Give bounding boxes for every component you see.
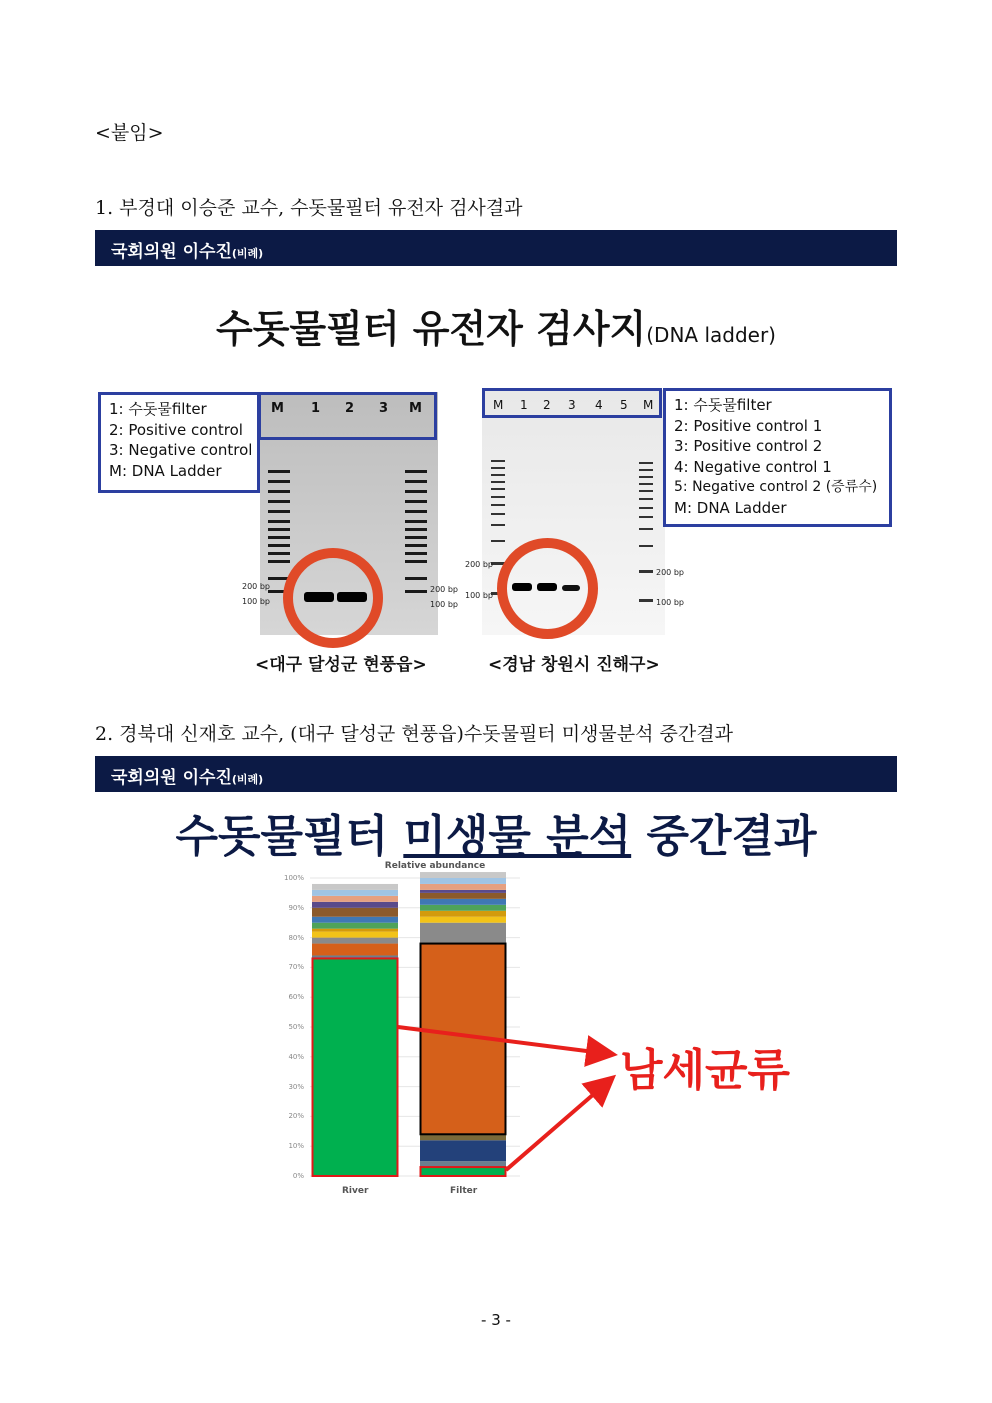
bar-segment (312, 944, 398, 956)
lane-label: 2 (345, 401, 355, 416)
lane-label: 4 (595, 398, 603, 412)
caption-right: <경남 창원시 진해구> (488, 655, 660, 675)
legend-item: 3: Negative control (109, 441, 253, 459)
lane-label: 2 (543, 398, 551, 412)
bar-segment (312, 896, 398, 902)
y-tick-label: 70% (288, 963, 304, 972)
bar-segment (312, 958, 398, 1176)
marker-200-label: 200 bp (430, 585, 458, 594)
bar-segment (420, 917, 506, 923)
x-tick-label: Filter (450, 1186, 478, 1196)
bar-segment (312, 938, 398, 944)
abundance-chart (270, 858, 810, 1203)
marker-200-label: 200 bp (656, 568, 684, 577)
section1-heading: 1. 부경대 이승준 교수, 수돗물필터 유전자 검사결과 (95, 197, 523, 219)
bar-segment (312, 929, 398, 932)
bar-segment (420, 893, 506, 899)
legend-item: M: DNA Ladder (109, 461, 222, 480)
bar-segment (420, 923, 506, 944)
title-part: 수돗물필터 (175, 811, 404, 862)
bar-segment (312, 902, 398, 908)
bar-segment (420, 899, 506, 905)
lane-label: 1 (520, 398, 528, 412)
legend-item: 4: Negative control 1 (674, 457, 832, 476)
title-main: 수돗물필터 유전자 검사지 (216, 307, 647, 351)
lane-label: M (643, 398, 654, 412)
title-part: 중간결과 (631, 811, 817, 862)
bar-segment (312, 932, 398, 938)
x-tick-label: River (342, 1186, 369, 1196)
attachment-label: <붙임> (95, 122, 164, 144)
caption-left: <대구 달성군 현풍읍> (255, 655, 427, 675)
legend-item: 1: 수돗물filter (674, 396, 772, 414)
section2-banner (95, 756, 897, 792)
arrow (506, 1080, 610, 1170)
y-tick-label: 20% (288, 1112, 304, 1121)
bar-segment (312, 890, 398, 896)
title-part-underlined: 미생물 분석 (403, 811, 632, 862)
marker-100-label: 100 bp (242, 597, 270, 606)
lane-label: 3 (379, 401, 389, 416)
bar-segment (420, 911, 506, 917)
y-tick-label: 10% (288, 1142, 304, 1151)
lane-label: M (409, 401, 422, 416)
section2-title (0, 800, 992, 864)
page-number: - 3 - (481, 1311, 511, 1329)
bar-segment (420, 905, 506, 911)
bar-segment (312, 917, 398, 923)
bar-segment (420, 890, 506, 893)
y-tick-label: 50% (288, 1023, 304, 1031)
marker-100-label: 100 bp (465, 591, 493, 600)
y-tick-label: 60% (288, 993, 304, 1002)
bar-segment (420, 884, 506, 890)
marker-200-label: 200 bp (242, 582, 270, 591)
legend-item: 5: Negative control 2 (증류수) (674, 479, 878, 495)
y-tick-label: 100% (283, 874, 304, 882)
y-tick-label: 90% (288, 903, 304, 912)
legend-item: 2: Positive control (109, 420, 243, 439)
y-tick-label: 0% (292, 1172, 304, 1180)
legend-item: 2: Positive control 1 (674, 416, 823, 435)
highlight-circle-right (497, 538, 598, 639)
y-tick-label: 30% (288, 1082, 304, 1091)
y-tick-label: 80% (288, 933, 304, 942)
bar-segment (312, 884, 398, 890)
highlight-circle-left (283, 548, 383, 648)
section1-banner (95, 230, 897, 266)
y-tick-label: 40% (288, 1052, 304, 1061)
legend-left (98, 392, 260, 493)
section2-heading: 2. 경북대 신재호 교수, (대구 달성군 현풍읍)수돗물필터 미생물분석 중간결과 (95, 723, 733, 745)
lane-header-left (258, 392, 437, 440)
lane-label: 1 (311, 401, 321, 416)
marker-100-label: 100 bp (430, 600, 458, 609)
lane-label: 3 (568, 398, 576, 412)
lane-label: M (271, 401, 284, 416)
section1-title (0, 298, 992, 353)
legend-item: 3: Positive control 2 (674, 437, 823, 455)
banner-tag: (비례) (231, 773, 264, 786)
annotation-label: 남세균류 (620, 1045, 791, 1096)
bar-segment (312, 908, 398, 917)
marker-200-label: 200 bp (465, 560, 493, 569)
marker-100-label: 100 bp (656, 598, 684, 607)
bar-segment (420, 1140, 506, 1161)
bar-segment (312, 923, 398, 929)
banner-name: 국회의원 이수진 (111, 768, 232, 788)
banner-name: 국회의원 이수진 (111, 242, 232, 262)
title-sub: (DNA ladder) (646, 323, 776, 347)
lane-header-right (482, 388, 662, 418)
lane-label: M (493, 398, 504, 412)
bar-segment (420, 872, 506, 878)
legend-item: M: DNA Ladder (674, 498, 787, 517)
lane-label: 5 (620, 398, 628, 412)
banner-tag: (비례) (231, 247, 264, 260)
bar-segment (420, 878, 506, 884)
chart-svg (270, 858, 810, 1203)
bar-segment (420, 1167, 506, 1176)
chart-title: Relative abundance (384, 861, 486, 871)
legend-item: 1: 수돗물filter (109, 400, 207, 418)
legend-right (663, 388, 892, 527)
